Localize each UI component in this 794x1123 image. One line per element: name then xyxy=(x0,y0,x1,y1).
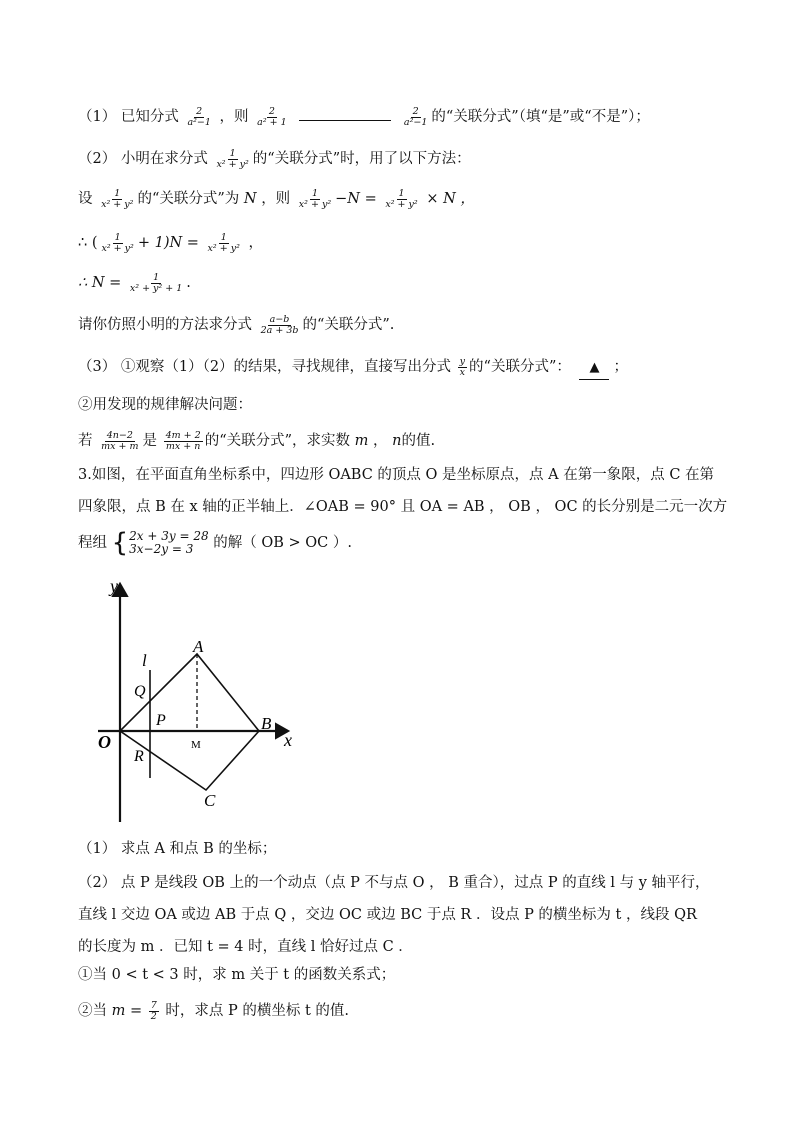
equation-system xyxy=(112,530,209,556)
label-P: P xyxy=(156,712,166,729)
fraction xyxy=(214,149,250,170)
text: 的“关联分式”. xyxy=(302,317,395,333)
coordinate-figure xyxy=(80,570,320,830)
fraction xyxy=(383,189,419,210)
label-O: O xyxy=(98,732,111,752)
c2-line xyxy=(78,1000,349,1022)
quadrilateral-OABC xyxy=(120,654,259,790)
c1-line: ①当 0 < t < 3 时，求 m 关于 t 的函数关系式； xyxy=(78,967,396,983)
denominator: a²−1 xyxy=(187,116,211,128)
denominator: mx + n xyxy=(165,440,201,452)
denominator: x² + y² xyxy=(298,198,332,210)
step1-line xyxy=(78,188,475,210)
numerator: 4m + 2 xyxy=(165,429,201,441)
part3-line xyxy=(78,356,628,380)
text: 的“关联分式”，求实数 xyxy=(204,433,351,449)
sub1-line: （1） 求点 A 和点 B 的坐标； xyxy=(78,841,277,857)
fraction xyxy=(297,189,333,210)
text: 请你仿照小明的方法求分式 xyxy=(78,317,252,333)
q3-line1: 3.如图，在平面直角坐标系中，四边形 OABC 的顶点 O 是坐标原点，点 A 在第一象限，点 C 在第 xyxy=(78,467,715,483)
label-A: A xyxy=(193,637,204,656)
numerator: 1 xyxy=(220,231,227,243)
part3b-line: ②用发现的规律解决问题： xyxy=(78,397,252,413)
label-C: C xyxy=(204,791,216,810)
part-label: （1） xyxy=(78,109,117,125)
fraction xyxy=(255,107,289,128)
answer-blank[interactable] xyxy=(299,108,391,121)
fraction xyxy=(206,233,242,254)
part2-line xyxy=(78,148,471,170)
fraction xyxy=(259,315,301,336)
denominator: x² + y² xyxy=(207,242,240,254)
fraction xyxy=(100,233,136,254)
step2-line xyxy=(78,232,263,254)
sub2-line3: 的长度为 m ．已知 t = 4 时，直线 l 恰好过点 C ． xyxy=(78,939,413,955)
text: . xyxy=(186,275,191,291)
brace-icon: { xyxy=(111,528,129,558)
text: ， xyxy=(373,433,388,449)
fraction xyxy=(99,189,135,210)
denominator: x² + y² xyxy=(385,198,418,210)
label-B: B xyxy=(261,714,272,733)
text: ，则 xyxy=(261,191,291,207)
numerator: 4n−2 xyxy=(106,429,133,441)
fraction xyxy=(164,431,203,452)
text: 时，求点 P 的横坐标 t 的值. xyxy=(165,1003,350,1019)
numerator: 2 xyxy=(412,105,419,117)
text: 的值. xyxy=(401,433,436,449)
text: ； xyxy=(613,359,628,375)
part1-line xyxy=(78,106,650,128)
text: ， xyxy=(248,235,263,251)
denominator: a² + 1 xyxy=(257,116,287,128)
denominator: 2 xyxy=(150,1010,157,1022)
denominator: x² + y² xyxy=(216,158,249,170)
text: 程组 xyxy=(78,535,107,551)
text: ①观察（1）（2）的结果，寻找规律，直接写出分式 xyxy=(120,359,452,375)
text: ②当 xyxy=(78,1003,107,1019)
text: −N = xyxy=(335,191,377,207)
denominator: 2a + 3b xyxy=(260,324,299,336)
numerator: 1 xyxy=(114,231,121,243)
imitate-line xyxy=(78,314,394,336)
denominator: x xyxy=(459,366,466,378)
text: × N ， xyxy=(426,191,475,207)
fraction xyxy=(99,431,140,452)
denominator: a²−1 xyxy=(403,116,428,128)
numerator: 1 xyxy=(311,187,318,199)
text: ∴ ( xyxy=(78,235,98,251)
variable: N xyxy=(243,191,257,207)
numerator: 1 xyxy=(153,271,160,283)
text: m = xyxy=(111,1003,143,1019)
label-Q: Q xyxy=(134,683,146,700)
text: ∴ N = xyxy=(78,275,122,291)
part-label: （3） xyxy=(78,359,117,375)
numerator: 1 xyxy=(229,147,236,159)
numerator: 2 xyxy=(268,105,275,117)
variable: m xyxy=(354,433,369,449)
numerator: 1 xyxy=(398,187,405,199)
numerator: 2 xyxy=(196,105,203,117)
label-x: x xyxy=(284,730,292,750)
label-R: R xyxy=(134,748,144,765)
text: 的“关联分式”： xyxy=(469,359,571,375)
text: 的“关联分式”时，用了以下方法： xyxy=(252,151,471,167)
text: 的解（ OB > OC ）. xyxy=(213,535,352,551)
equation: 3x−2y = 3 xyxy=(129,542,194,556)
numerator: a−b xyxy=(269,313,290,325)
text: 小明在求分式 xyxy=(120,151,208,167)
text: 已知分式 xyxy=(120,109,179,125)
fraction xyxy=(185,107,212,128)
sub2-line2: 直线 l 交边 OA 或边 AB 于点 Q ，交边 OC 或边 BC 于点 R ．设点 P 的横坐标为 t ，线段 QR xyxy=(78,907,697,923)
label-l: l xyxy=(142,651,147,670)
numerator: y xyxy=(459,355,466,367)
text: 的“关联分式”（填“是”或“不是”）； xyxy=(431,109,650,125)
equation: 2x + 3y = 28 xyxy=(129,529,209,543)
denominator: x² + y² xyxy=(101,198,134,210)
q3-line2: 四象限，点 B 在 x 轴的正半轴上．∠OAB = 90° 且 OA = AB ， OB ， OC 的长分别是二元一次方 xyxy=(78,499,728,515)
fraction xyxy=(128,273,184,294)
q3-line3 xyxy=(78,530,352,556)
step3-line xyxy=(78,272,191,294)
text: ，则 xyxy=(219,109,249,125)
fraction xyxy=(458,357,467,378)
denominator: x² + y² xyxy=(101,242,134,254)
text: 设 xyxy=(78,191,93,207)
denominator: x² + y² + 1 xyxy=(129,282,183,294)
fraction xyxy=(402,107,429,128)
text: 的“关联分式”为 xyxy=(137,191,240,207)
text: + 1)N = xyxy=(137,235,199,251)
part-label: （2） xyxy=(78,151,117,167)
part3c-line xyxy=(78,430,435,452)
denominator: mx + m xyxy=(101,440,139,452)
label-y: y xyxy=(110,576,118,596)
fraction xyxy=(149,1001,159,1022)
sub2-line1: （2） 点 P 是线段 OB 上的一个动点（点 P 不与点 O ， B 重合），过点 P 的直线 l 与 y 轴平行， xyxy=(78,875,710,891)
answer-blank[interactable]: ▲ xyxy=(579,357,609,380)
text: 若 xyxy=(78,433,93,449)
variable: n xyxy=(392,433,402,449)
numerator: 7 xyxy=(150,999,157,1011)
text: 是 xyxy=(142,433,157,449)
numerator: 1 xyxy=(114,187,121,199)
label-M: M xyxy=(191,739,201,751)
